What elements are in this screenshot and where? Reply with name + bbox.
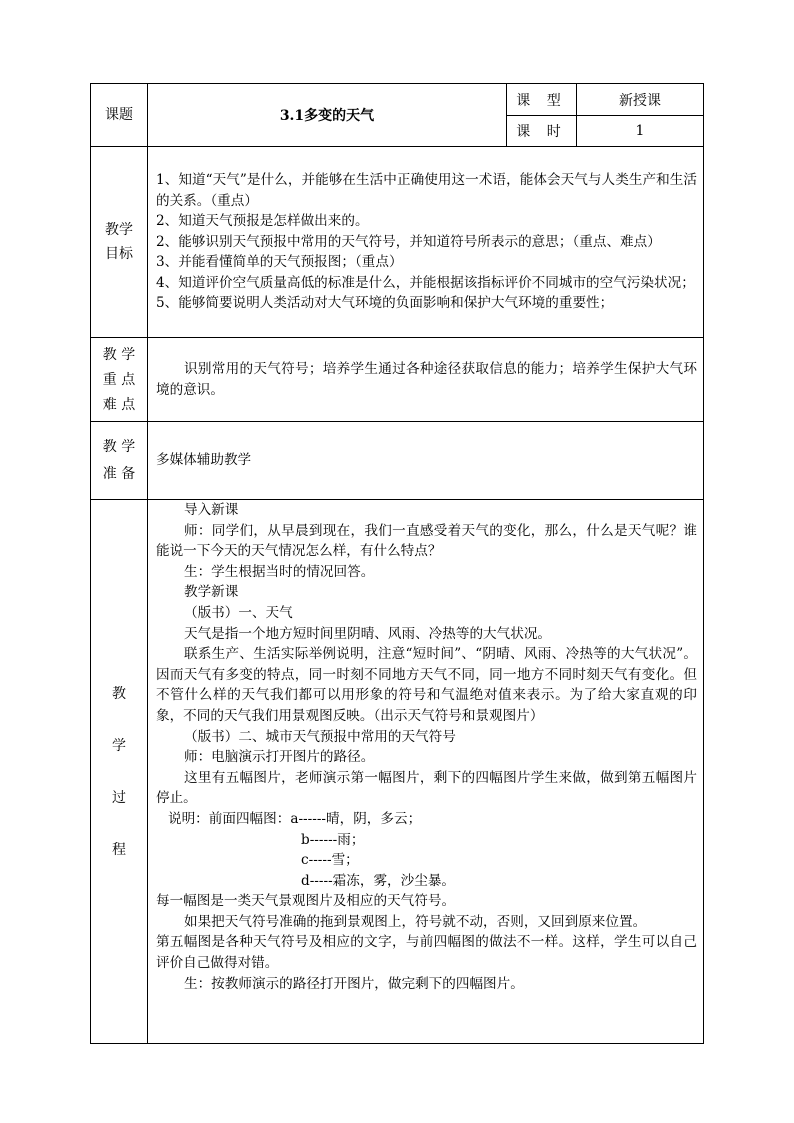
preparation-label-line: 教 学: [102, 439, 136, 455]
key-points-text: 识别常用的天气符号；培养学生通过各种途径获取信息的能力；培养学生保护大气环境的意识。: [156, 360, 697, 398]
lesson-hours-label: 课 时: [507, 116, 577, 147]
process-paragraph: 师：同学们，从早晨到现在，我们一直感受着天气的变化，那么，什么是天气呢？谁能说一下今天的天气情况怎么样，有什么特点？: [156, 522, 697, 560]
preparation-content: [148, 422, 704, 500]
objectives-content: [148, 147, 704, 338]
process-paragraph: 生：学生根据当时的情况回答。: [184, 563, 375, 580]
preparation-row: [91, 422, 704, 500]
objectives-label: [91, 147, 148, 338]
process-paragraph: 每一幅图是一类天气景观图片及相应的天气符号。: [156, 893, 456, 910]
objectives-label-line: 目标: [105, 246, 133, 262]
lesson-type-value: 新授课: [577, 84, 704, 116]
topic-label: 课题: [91, 84, 148, 147]
process-paragraph: 说明：前面四幅图：a------晴，阴，多云；: [168, 810, 422, 827]
process-heading: （版书）二、城市天气预报中常用的天气符号: [184, 728, 456, 745]
process-paragraph: c-----雪；: [301, 852, 359, 869]
preparation-text: 多媒体辅助教学: [156, 452, 252, 469]
process-paragraph: d-----霜冻，雾，沙尘暴。: [301, 872, 456, 889]
key-points-label: [91, 338, 148, 422]
objectives-label-line: 教学: [105, 222, 133, 238]
process-paragraph: 天气是指一个地方短时间里阴晴、风雨、冷热等的大气状况。: [184, 625, 552, 642]
objective-item: 4、知道评价空气质量高低的标准是什么，并能根据该指标评价不同城市的空气污染状况；: [156, 274, 695, 291]
process-paragraph: 这里有五幅图片，老师演示第一幅图片，剩下的四幅图片学生来做，做到第五幅图片停止。: [156, 769, 697, 807]
process-paragraph: 如果把天气符号准确的拖到景观图上，符号就不动，否则，又回到原来位置。: [184, 913, 647, 930]
process-label-char: 过: [112, 789, 126, 806]
objective-item: 3、并能看懂简单的天气预报图；（重点）: [156, 254, 403, 271]
process-label-char: 程: [112, 841, 126, 858]
lesson-type-label: 课 型: [507, 84, 577, 116]
process-heading: 导入新课: [184, 502, 239, 518]
process-label-char: 学: [112, 737, 126, 754]
preparation-label-line: 准 备: [102, 466, 136, 482]
objective-item: 2、能够识别天气预报中常用的天气符号，并知道符号所表示的意思；（重点、难点）: [156, 233, 661, 250]
objective-item: 2、知道天气预报是怎样做出来的。: [156, 213, 369, 230]
header-row-1: [91, 84, 704, 116]
process-label-char: 教: [112, 685, 126, 702]
objective-item: 5、能够简要说明人类活动对大气环境的负面影响和保护大气环境的重要性；: [156, 295, 614, 312]
lesson-hours-value: 1: [577, 116, 704, 147]
process-paragraph: b------雨；: [301, 831, 365, 848]
key-points-label-line: 教 学: [102, 346, 136, 363]
key-points-label-line: 重 点: [102, 371, 136, 388]
key-points-content: [148, 338, 704, 422]
process-paragraph: 师：电脑演示打开图片的路径。: [184, 749, 375, 766]
key-points-row: [91, 338, 704, 422]
process-label: [91, 500, 148, 1044]
process-heading: 教学新课: [184, 584, 239, 601]
process-heading: （版书）一、天气: [184, 604, 293, 621]
process-paragraph: 生：按教师演示的路径打开图片，做完剩下的四幅图片。: [184, 975, 524, 992]
process-paragraph: 联系生产、生活实际举例说明，注意“短时间”、“阴晴、风雨、冷热等的大气状况”。因而天气有多变的特点，同一时刻不同地方天气不同，同一地方不同时刻天气有变化。但不管什么样的天气我们都可以用形象的符号和气温绝对值来表示。为了给大家直观的印象，不同的天气我们用景观图反映。（出示天气符号和景观图片）: [156, 646, 697, 724]
objectives-row: [91, 147, 704, 338]
preparation-label: [91, 422, 148, 500]
process-content: [148, 500, 704, 1044]
objective-item: 1、知道“天气”是什么，并能够在生活中正确使用这一术语，能体会天气与人类生产和生活的关系。（重点）: [156, 171, 697, 209]
lesson-plan-table: [90, 83, 704, 1044]
process-paragraph: 第五幅图是各种天气符号及相应的文字，与前四幅图的做法不一样。这样，学生可以自己评价自己做得对错。: [156, 934, 697, 972]
key-points-label-line: 难 点: [102, 396, 136, 413]
topic-title: 3.1多变的天气: [148, 84, 507, 147]
process-row: [91, 500, 704, 1044]
